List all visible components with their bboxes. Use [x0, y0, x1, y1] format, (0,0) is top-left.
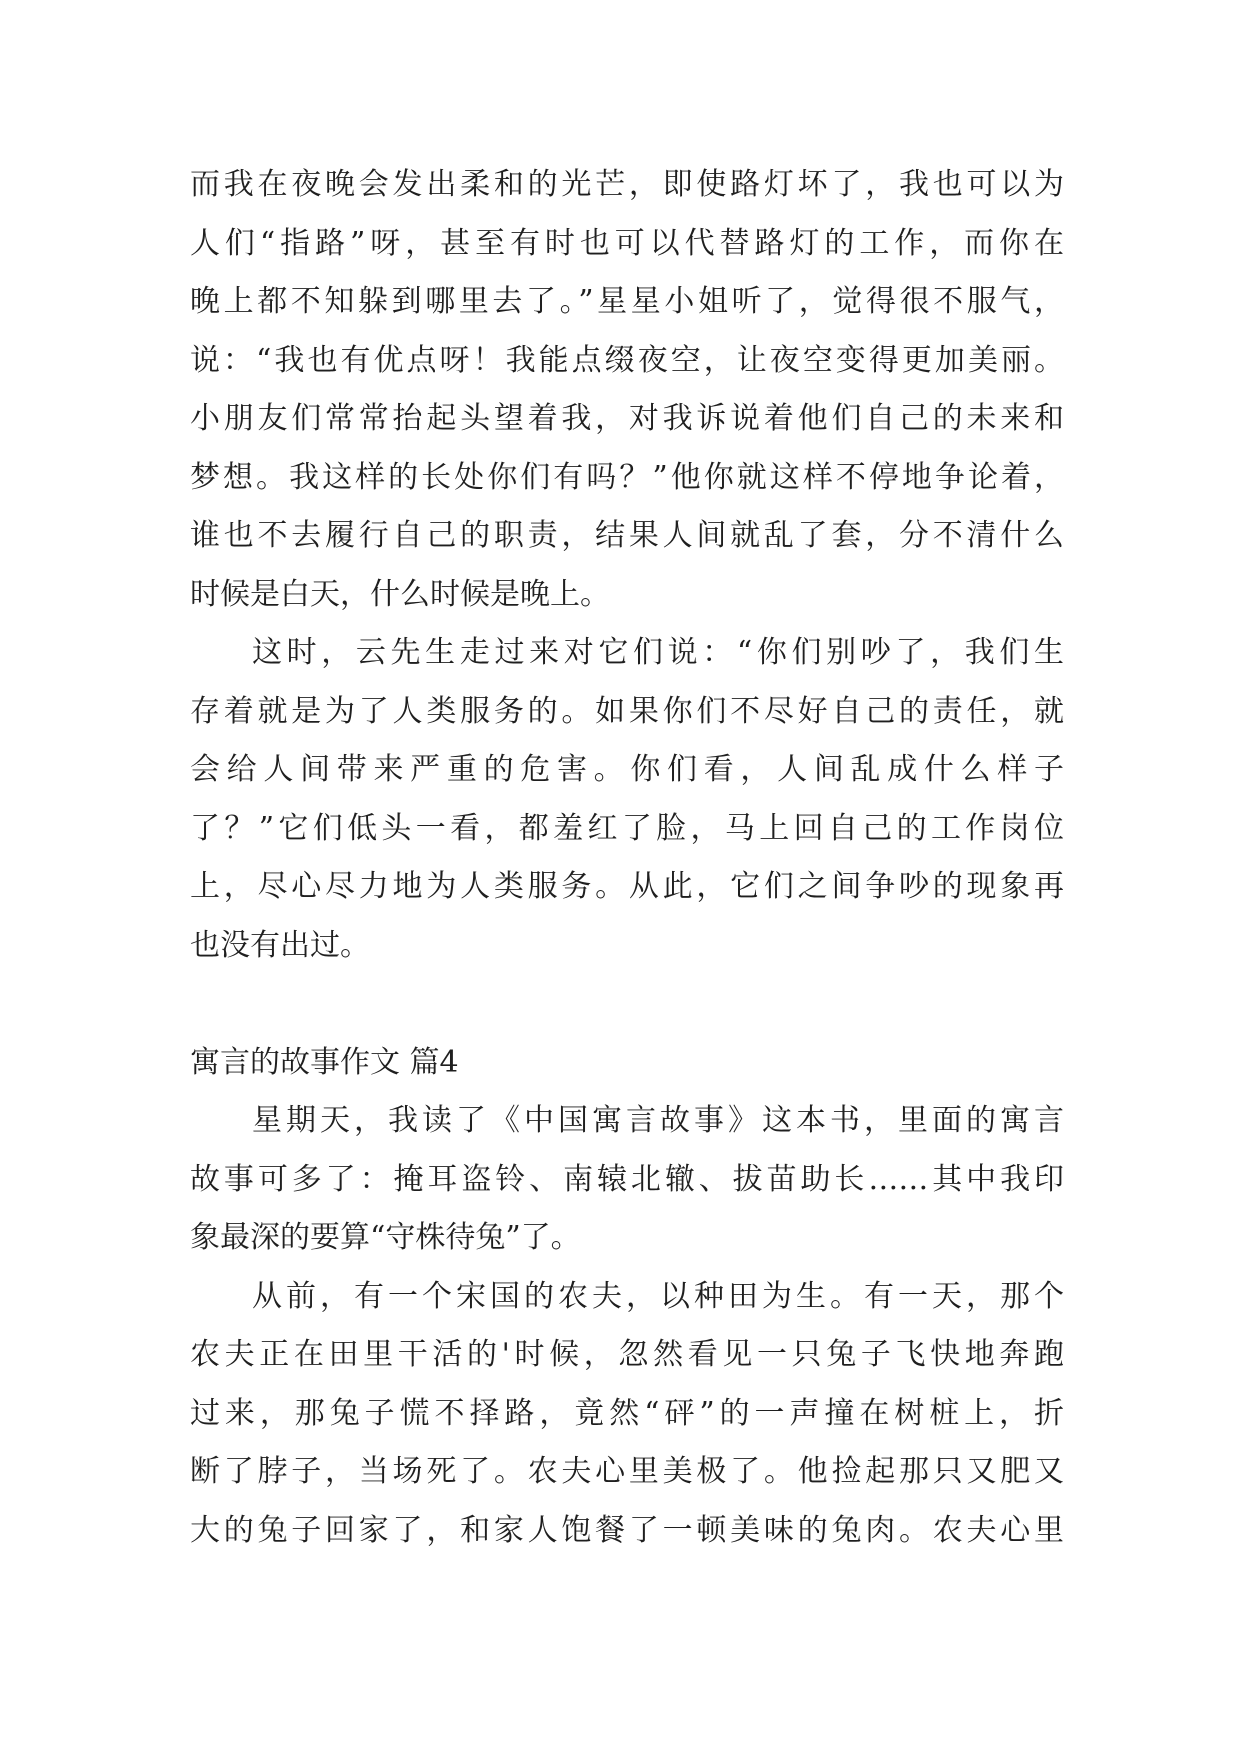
text-line: 会给人间带来严重的危害。你们看，人间乱成什么样子 [190, 752, 1064, 787]
text-line: 从前，有一个宋国的农夫，以种田为生。有一天，那个 [252, 1278, 1064, 1314]
text-line: 而我在夜晚会发出柔和的光芒，即使路灯坏了，我也可以为 [190, 167, 1064, 202]
document-body [190, 156, 1064, 1560]
text-line: 人们“指路”呀，甚至有时也可以代替路灯的工作，而你在 [190, 225, 1064, 261]
paragraph [190, 624, 1064, 975]
text-line: 星期天，我读了《中国寓言故事》这本书，里面的寓言 [252, 1103, 1064, 1138]
text-line: 断了脖子，当场死了。农夫心里美极了。他捡起那只又肥又 [190, 1454, 1064, 1489]
text-line: 了？”它们低头一看，都羞红了脸，马上回自己的工作岗位 [190, 810, 1064, 846]
text-line: 农夫正在田里干活的'时候，忽然看见一只兔子飞快地奔跑 [190, 1337, 1064, 1372]
text-line: 也没有出过。 [190, 927, 370, 963]
text-line: 大的兔子回家了，和家人饱餐了一顿美味的兔肉。农夫心里 [190, 1512, 1064, 1548]
text-line: 梦想。我这样的长处你们有吗？”他你就这样不停地争论着， [190, 459, 1064, 495]
paragraph [190, 1092, 1064, 1268]
text-line: 时候是白天，什么时候是晚上。 [190, 576, 610, 612]
text-line: 晚上都不知躲到哪里去了。”星星小姐听了，觉得很不服气， [190, 284, 1064, 319]
text-line: 小朋友们常常抬起头望着我，对我诉说着他们自己的未来和 [190, 401, 1064, 436]
text-line: 过来，那兔子慌不择路，竟然“砰”的一声撞在树桩上，折 [190, 1395, 1064, 1431]
text-line: 故事可多了：掩耳盗铃、南辕北辙、拔苗助长……其中我印 [190, 1161, 1064, 1197]
text-line: 谁也不去履行自己的职责，结果人间就乱了套，分不清什么 [190, 518, 1064, 553]
text-line: 说：“我也有优点呀！我能点缀夜空，让夜空变得更加美丽。 [190, 342, 1064, 378]
text-line: 存着就是为了人类服务的。如果你们不尽好自己的责任，就 [190, 693, 1064, 729]
text-line: 象最深的要算“守株待兔”了。 [190, 1220, 581, 1255]
text-line: 上，尽心尽力地为人类服务。从此，它们之间争吵的现象再 [190, 869, 1064, 904]
paragraph [190, 1268, 1064, 1561]
text-line: 这时，云先生走过来对它们说：“你们别吵了，我们生 [252, 635, 1064, 670]
paragraph [190, 156, 1064, 624]
section-heading: 寓言的故事作文 篇4 [190, 1044, 459, 1080]
